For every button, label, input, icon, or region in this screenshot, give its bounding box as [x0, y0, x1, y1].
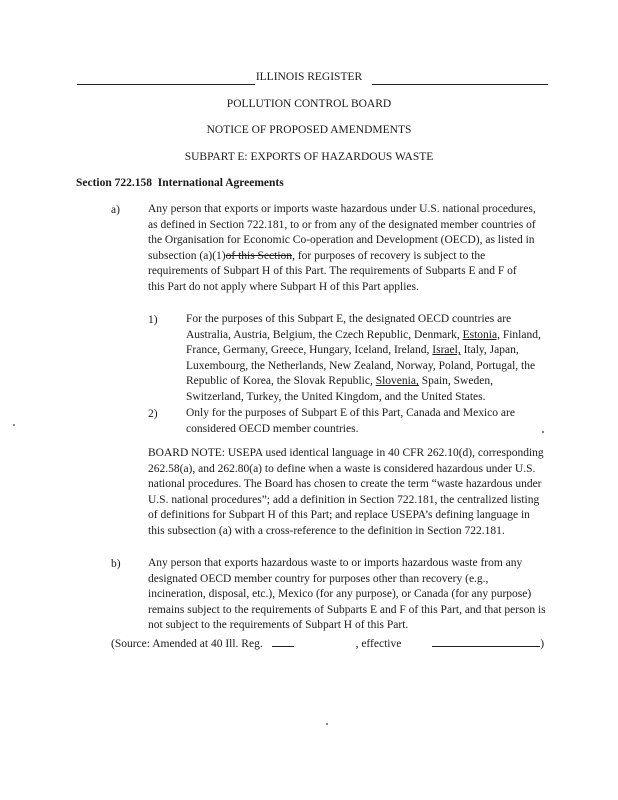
section-title: International Agreements — [157, 177, 284, 189]
header-rule-right — [372, 84, 548, 85]
register-volume-blank — [272, 636, 294, 647]
source-effective: , effective — [355, 638, 402, 650]
effective-date-blank — [432, 636, 540, 647]
item-2-label: 2) — [148, 408, 158, 420]
para-a-text: Any person that exports or imports waste hazardous under U.S. national procedures, as defined in Section 722.181, to or from any of the designated member countries of the Organisation for Economic Co-operation and Development (OECD), as listed in subsection (a)(1)of this Section, for purposes of recovery is subject to the requirements of Subpart H of this Part. The requirements of Subparts E and F of this Part do not apply where Subpart H of this Part applies. — [148, 203, 536, 293]
source-close: ) — [540, 638, 545, 650]
para-b-label: b) — [111, 558, 121, 570]
struck-text: of this Section — [225, 249, 293, 262]
para-b-text: Any person that exports hazardous waste to or imports hazardous waste from any designated OECD member country for purposes other than recovery (e.g., incineration, disposal, etc.), Mexico (for any purpose), or Canada (for any purpose) remains subject to the requirements of Subparts E and F of this Part, and that person is not subject to the requirements of Subpart H of this Part. — [148, 557, 546, 632]
scan-speck — [13, 424, 15, 426]
item-1-text: For the purposes of this Subpart E, the designated OECD countries are Australia, Austria, Belgium, the Czech Republic, Denmark, Estonia, Finland, France, Germany, Greece, Hungary, Iceland, Ireland, Israel, Italy, Japan, Luxembourg, the Netherlands, New Zealand, Norway, Poland, Portugal, the Republic of Korea, the Slovak Republic, Slovenia, Spain, Sweden, Switzerland, Turkey, the United Kingdom, and the United States. — [186, 313, 541, 403]
subpart-title: SUBPART E: EXPORTS OF HAZARDOUS WASTE — [184, 151, 434, 163]
added-estonia: Estonia, — [462, 328, 500, 341]
register-title: ILLINOIS REGISTER — [255, 71, 363, 83]
source-line — [111, 636, 544, 650]
added-israel: Israel, — [432, 344, 461, 357]
register-page-blank — [294, 637, 356, 647]
item-2-text: Only for the purposes of Subpart E of this Part, Canada and Mexico are considered OECD member countries. — [186, 407, 515, 435]
item-1-label: 1) — [148, 314, 158, 326]
scan-speck — [542, 431, 544, 433]
notice-title: NOTICE OF PROPOSED AMENDMENTS — [206, 124, 412, 136]
added-slovenia: Slovenia, — [375, 375, 419, 388]
board-title: POLLUTION CONTROL BOARD — [226, 98, 392, 110]
source-open: (Source: Amended at 40 Ill. Reg. — [111, 638, 263, 650]
scan-speck — [326, 723, 328, 725]
para-a-label: a) — [111, 204, 120, 216]
board-note: BOARD NOTE: USEPA used identical language in 40 CFR 262.10(d), corresponding 262.58(a), and 262.80(a) to define when a waste is considered hazardous under U.S. national procedures. The Board has chosen to create the term “waste hazardous under U.S. national procedures”; add a definition in Section 722.181, the centralized listing of definitions for Subpart H of this Part; and replace USEPA’s defining language in this subsection (a) with a cross-reference to the definition in Section 722.181. — [148, 447, 544, 537]
section-number: Section 722.158 — [76, 177, 153, 189]
section-heading — [76, 177, 284, 189]
header-rule-left — [77, 84, 255, 85]
